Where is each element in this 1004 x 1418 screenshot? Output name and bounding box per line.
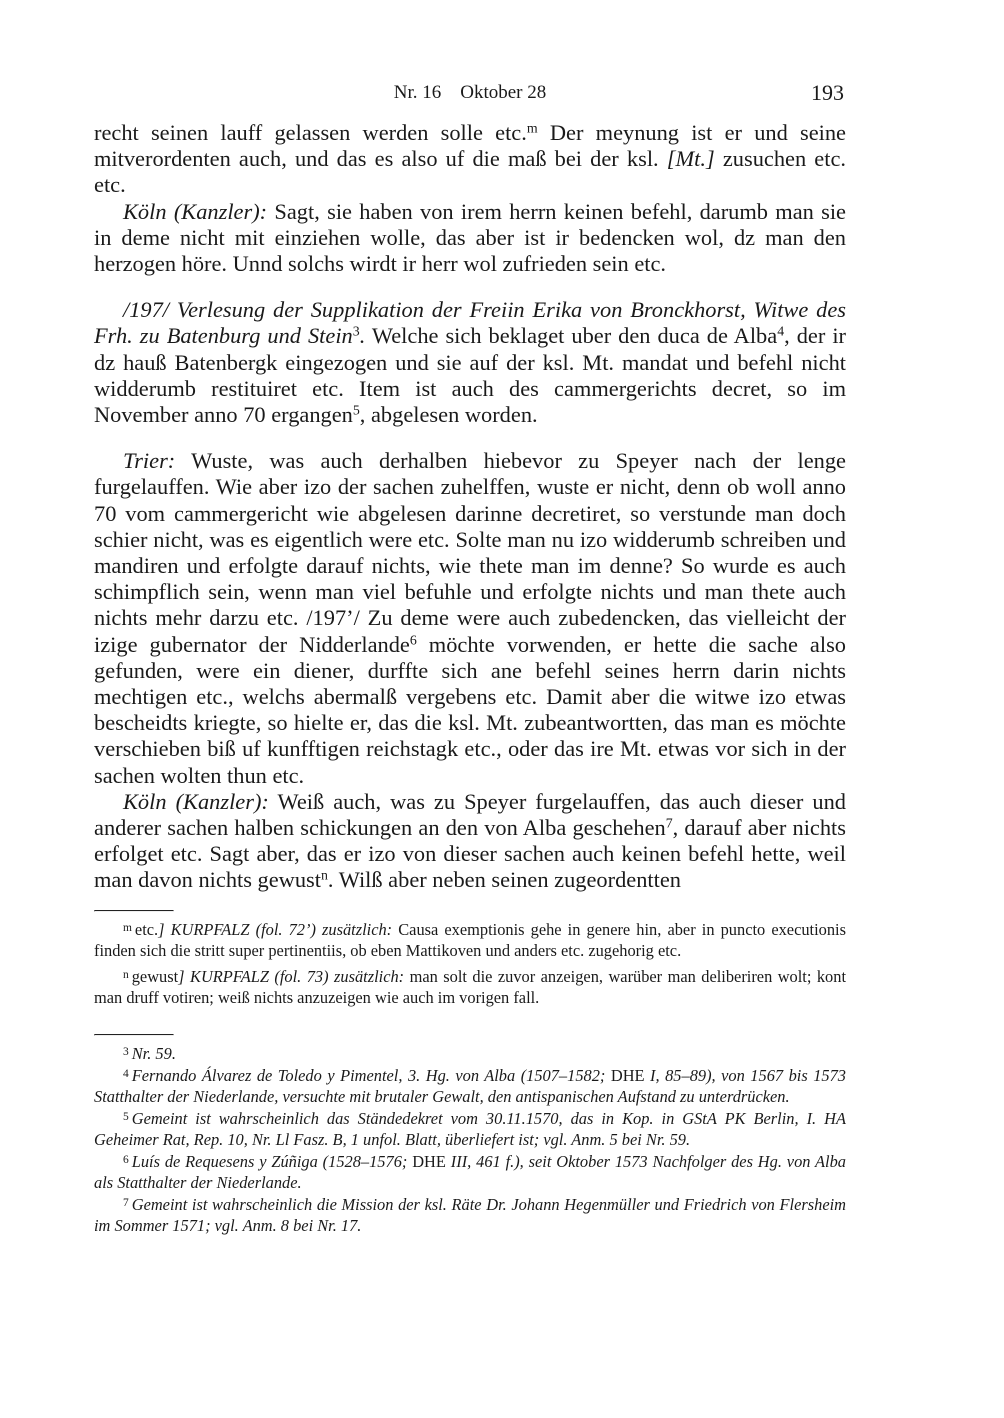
footnote-ref-6: 6 <box>409 633 417 649</box>
text-run: , der ir dz hauß Batenbergk eingezogen und sie auf der ksl. Mt. mandat und befehl nicht widderumb restituiret etc. Item ist auch des cammergerichts decret, so im November anno 70 ergangen <box>94 323 846 428</box>
note-text: man solt die zuvor anzeigen, warüber man deliberiren wolt; kont man druff votiren; weiß nichts anzuzeigen wie auch im vorigen fall. <box>94 967 847 1008</box>
note-text: III, 461 f.), seit Oktober 1573 Nachfolger des Hg. von Alba als Statthalter der Niederlande. <box>94 1152 846 1193</box>
paragraph-3 <box>94 297 846 428</box>
note-text: Fernando Álvarez de Toledo y Pimentel, 3. Hg. von Alba (1507–1582; <box>131 1066 606 1086</box>
text-run: Wuste, was auch derhalben hiebevor zu Speyer nach der lenge furgelauffen. Wie aber izo der sachen zuhelffen, wuste er nicht, denn ob woll anno 70 vom cammergericht wie abgelesen darinne decretiret, so verstunde man doch schier nicht, was es eigentlich were etc. Solte man nu izo widderumb schreiben und mandiren und erfolgte darauf nichts, wie thete man im denne? So wurde es auch schimpflich sein, wenn man viel befuhle und erfolgte nichts und man thete auch nichts mehr darzu etc. /197’/ Zu deme were auch zubedencken, das vielleicht der izige gubernator der Nidderlande <box>94 448 846 657</box>
note-abbrev: DHE <box>407 1152 446 1172</box>
note-lemma: etc. <box>134 920 159 940</box>
text-run: . <box>359 323 366 349</box>
critical-note-m <box>94 918 846 961</box>
footnote-7 <box>94 1193 846 1236</box>
text-run: möchte vorwenden, er hette die sache also gefunden, were ein diener, durffte sich ane befehl seines herrn darin nichts mechtigen etc., welchs abermalß vergebens etc. Damit aber die witwe izo etwas bescheidts kriegte, so hielte er, das die ksl. Mt. zubeantwortten, das man es möchte verschieben biß uf kunfftigen reichstagk etc., oder das ire Mt. etwas vor sich in der sachen wolten thun etc. <box>94 631 847 788</box>
note-source: ] KURPFALZ (fol. 72’) zusätzlich: <box>158 920 393 940</box>
main-text <box>94 120 846 894</box>
note-text: Luís de Requesens y Zúñiga (1528–1576; <box>131 1152 408 1172</box>
note-text: Causa exemptionis gehe in genere hin, aber in puncto executionis finden sich die stritt super pertinentiis, ob eben Mattikoven und anders etc. zugehorig etc. <box>94 920 846 961</box>
text-run: . Wilß aber neben seinen zugeordentten <box>327 867 681 893</box>
note-source: ] KURPFALZ (fol. 73) zusätzlich: <box>178 967 405 987</box>
footnote-4 <box>94 1064 846 1107</box>
note-mark: m <box>123 922 132 934</box>
paragraph-1 <box>94 120 846 199</box>
paragraph-2 <box>94 199 846 278</box>
paragraph-5 <box>94 789 846 894</box>
text-run: recht seinen lauff gelassen werden solle etc. <box>94 120 527 145</box>
note-mark: n <box>123 969 129 982</box>
note-text: I, 85–89), von 1567 bis 1573 Statthalter der Niederlande, versuchte mit brutaler Gewalt, den antispanischen Aufstand zu unterdrücken. <box>94 1066 846 1107</box>
critical-note-ref-m: m <box>526 121 538 137</box>
note-text: Nr. 59. <box>131 1044 176 1064</box>
text-run: Der meynung ist er und seine mitverordenten auch, und das es also uf die maß bei der ksl. <box>94 120 846 172</box>
footnote-ref-4: 4 <box>777 324 785 340</box>
note-mark: 6 <box>123 1154 129 1167</box>
note-mark: 5 <box>123 1111 129 1124</box>
footnote-divider <box>94 910 174 912</box>
footnote-ref-7: 7 <box>665 816 673 832</box>
note-abbrev: DHE <box>605 1066 645 1086</box>
text-run: Welche sich beklaget uber den duca de Alba <box>365 323 778 349</box>
text-run: Weiß auch, was zu Speyer furgelauffen, das auch dieser und anderer sachen halben schickungen an den von Alba geschehen <box>94 788 846 841</box>
note-text: Gemeint ist wahrscheinlich das Ständedekret vom 30.11.1570, das in Kop. in GStA PK Berlin, I. HA Geheimer Rat, Rep. 10, Nr. Ll Fasz. B, 1 unfol. Blatt, überliefert ist; vgl. Anm. 5 bei Nr. 59. <box>94 1109 846 1150</box>
note-mark: 4 <box>123 1068 129 1081</box>
running-head: Nr. 16 Oktober 28 <box>393 82 547 103</box>
footnote-ref-5: 5 <box>352 403 360 419</box>
text-run: , darauf aber nichts erfolget etc. Sagt aber, das er izo von dieser sachen auch keinen befehl hette, weil man davon nichts gewust <box>94 815 846 893</box>
footnote-divider <box>94 1034 174 1036</box>
critical-note-n <box>94 965 846 1008</box>
explanatory-footnotes <box>94 1034 846 1236</box>
page-header <box>94 80 846 108</box>
speaker-label: Köln (Kanzler): <box>123 198 268 224</box>
critical-apparatus <box>94 910 846 1008</box>
text-run: zusuchen etc. etc. <box>94 146 847 198</box>
speaker-label: Köln (Kanzler): <box>123 788 269 814</box>
editorial-insertion: [Mt.] <box>666 146 715 172</box>
note-mark: 3 <box>123 1046 129 1058</box>
footnote-5 <box>94 1107 846 1150</box>
page-number: 193 <box>811 80 844 105</box>
footnote-6 <box>94 1150 846 1193</box>
note-text: Gemeint ist wahrscheinlich die Mission der ksl. Räte Dr. Johann Hegenmüller und Friedrich von Flersheim im Sommer 1571; vgl. Anm. 8 bei Nr. 17. <box>94 1195 846 1236</box>
footnote-ref-3: 3 <box>352 324 360 340</box>
editorial-summary: /197/ Verlesung der Supplikation der Freiin Erika von Bronckhorst, Witwe des Frh. zu Batenburg und Stein <box>94 297 846 349</box>
text-run: Sagt, sie haben von irem herrn keinen befehl, darumb man sie in deme nicht mit einziehen wolle, das aber ist ir bedencken wol, dz man den herzogen höre. Unnd solchs wirdt ir herr wol zufrieden sein etc. <box>94 198 846 277</box>
speaker-label: Trier: <box>123 448 176 474</box>
note-mark: 7 <box>123 1197 129 1210</box>
note-lemma: gewust <box>131 967 179 987</box>
text-run: , abgelesen worden. <box>359 402 538 428</box>
critical-note-ref-n: n <box>320 868 328 884</box>
footnote-3 <box>94 1042 846 1064</box>
paragraph-4 <box>94 448 846 789</box>
